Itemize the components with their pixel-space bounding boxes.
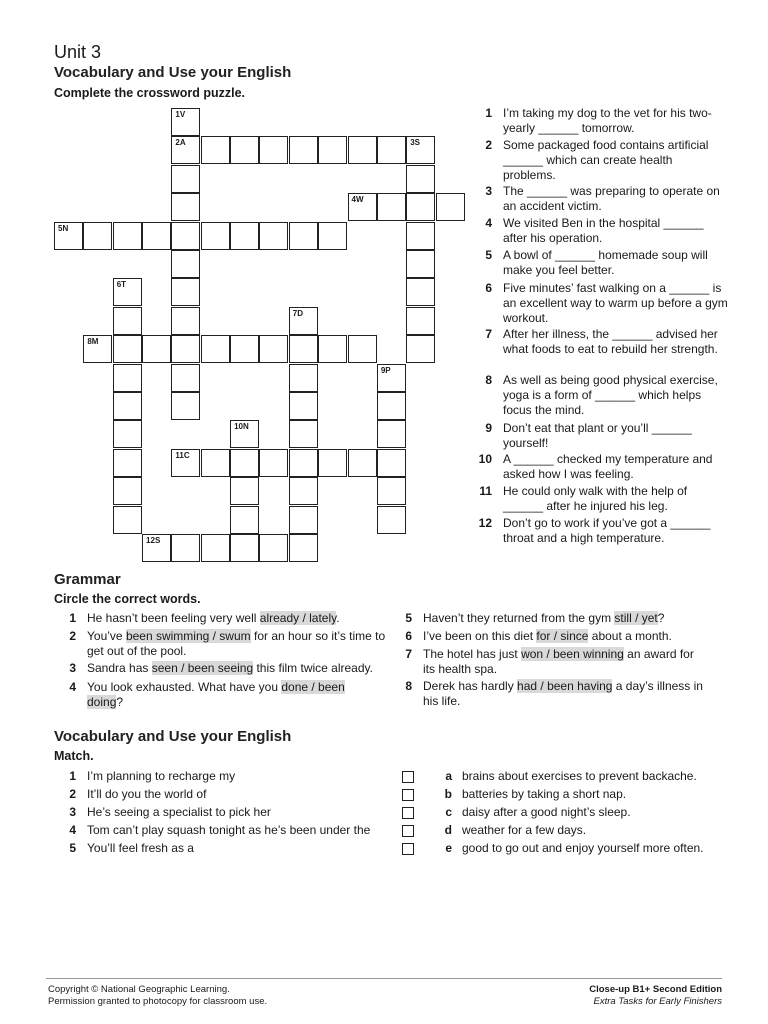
crossword-cell[interactable] [377,136,406,164]
crossword-cell[interactable] [201,449,230,477]
crossword-cell[interactable] [289,364,318,392]
match-right-text: good to go out and enjoy yourself more often. [462,841,704,855]
crossword-cell[interactable] [171,392,200,420]
crossword-cell[interactable] [142,534,171,562]
match-right-letter: d [444,823,452,837]
crossword-cell-label: 4W [351,195,364,205]
clue-number: 1 [485,106,492,120]
crossword-cell[interactable] [54,222,83,250]
crossword-cell[interactable] [289,222,318,250]
grammar-instruction: Circle the correct words. [54,592,201,606]
grammar-choice[interactable]: had / been having [517,679,613,693]
clue-text: A ______ checked my temperature and asked how I was feeling. [503,452,713,481]
crossword-cell-label: 5N [58,223,69,233]
crossword-cell[interactable] [318,335,347,363]
grammar-item-text: Derek has hardly had / been having a day’s illness in his life. [423,679,703,708]
grammar-item-text: Haven’t they returned from the gym still / yet? [423,611,665,625]
match-item-text: You’ll feel fresh as a [87,841,194,855]
grammar-item-text: You look exhausted. What have you done / been doing? [87,680,345,709]
crossword-cell-label: 6T [116,280,127,290]
footer-book-title: Close-up B1+ Second Edition [589,984,722,995]
grammar-item-number: 3 [69,661,76,675]
crossword-cell[interactable] [113,278,142,306]
crossword-cell-label: 11C [175,450,190,460]
crossword-cell[interactable] [348,193,377,221]
clue-number: 10 [478,452,492,466]
crossword-cell[interactable] [171,250,200,278]
crossword-cell[interactable] [113,449,142,477]
crossword-cell[interactable] [171,222,200,250]
crossword-cell-label: 1V [175,110,186,119]
clue-number: 6 [485,281,492,295]
grammar-item-number: 7 [405,647,412,661]
crossword-cell[interactable] [377,449,406,477]
crossword-cell[interactable] [171,534,200,562]
crossword-cell[interactable] [406,335,435,363]
crossword-instruction: Complete the crossword puzzle. [54,86,246,100]
clue-number: 12 [478,516,492,530]
crossword-cell[interactable] [259,335,288,363]
clue-text: Some packaged food contains artificial ______ which can create health problems. [503,138,709,182]
grammar-choice[interactable]: for / since [536,629,589,643]
clue-text: He could only walk with the help of ______ after he injured his leg. [503,484,688,513]
grammar-choice[interactable]: won / been winning [521,647,624,661]
crossword-cell[interactable] [406,307,435,335]
crossword-cell[interactable] [377,392,406,420]
crossword-cell[interactable] [406,250,435,278]
crossword-cell-label: 8M [87,337,99,347]
match-item-number: 4 [69,823,76,837]
crossword-cell[interactable] [289,420,318,448]
crossword-cell[interactable] [201,136,230,164]
crossword-cell[interactable] [113,222,142,250]
crossword-cell[interactable] [406,222,435,250]
clue-text: Don’t go to work if you’ve got a ______ throat and a high temperature. [503,516,711,545]
grammar-choice[interactable]: been swimming / swum [125,629,251,643]
match-right-text: daisy after a good night’s sleep. [462,805,631,819]
match-item-number: 5 [69,841,76,855]
clue-text: Don’t eat that plant or you’ll ______ yourself! [503,421,692,450]
crossword-cell[interactable] [348,449,377,477]
clue-text: Five minutes’ fast walking on a ______ is an excellent way to warm up before a gym workout. [503,281,728,325]
crossword-cell-label: 12S [146,536,161,545]
match-item-number: 2 [69,787,76,801]
section-match-title: Vocabulary and Use your English [54,728,292,745]
grammar-item-number: 5 [405,611,412,625]
crossword-cell[interactable] [348,136,377,164]
footer-divider [46,978,722,979]
match-right-text: batteries by taking a short nap. [462,787,627,801]
grammar-item-number: 6 [405,629,412,643]
crossword-cell[interactable] [318,222,347,250]
crossword-cell[interactable] [406,278,435,306]
answer-checkbox[interactable] [402,825,414,837]
grammar-item-text: I’ve been on this diet for / since about a month. [423,629,672,643]
crossword-cell[interactable] [113,307,142,335]
match-right-letter: b [444,787,452,801]
grammar-item-number: 1 [69,611,76,625]
crossword-cell[interactable] [230,506,259,534]
crossword-cell[interactable] [436,193,465,221]
match-right-text: weather for a few days. [462,823,587,837]
grammar-item-number: 2 [69,629,76,643]
crossword-cell[interactable] [171,108,200,136]
answer-checkbox[interactable] [402,789,414,801]
crossword-cell[interactable] [230,420,259,448]
crossword-cell[interactable] [259,136,288,164]
crossword-cell[interactable] [171,165,200,193]
clue-number: 3 [485,184,492,198]
crossword-cell[interactable] [171,307,200,335]
crossword-cell[interactable] [171,364,200,392]
crossword-cell[interactable] [113,477,142,505]
crossword-cell-label: 9P [380,365,391,375]
clue-number: 2 [485,138,492,152]
crossword-cell[interactable] [406,165,435,193]
answer-checkbox[interactable] [402,843,414,855]
crossword-cell[interactable] [289,534,318,562]
crossword-cell[interactable] [259,534,288,562]
crossword-cell[interactable] [289,392,318,420]
answer-checkbox[interactable] [402,807,414,819]
match-item-number: 3 [69,805,76,819]
footer-book-subtitle: Extra Tasks for Early Finishers [593,996,722,1007]
grammar-item-number: 8 [405,679,412,693]
clue-text: After her illness, the ______ advised her what foods to eat to rebuild her strength. [503,327,718,356]
grammar-choice[interactable]: still / yet [614,611,658,625]
match-item-text: I’m planning to recharge my [87,769,236,783]
crossword-cell[interactable] [113,335,142,363]
crossword-cell[interactable] [201,222,230,250]
crossword-cell[interactable] [259,222,288,250]
crossword-cell[interactable] [377,506,406,534]
match-instruction: Match. [54,749,94,763]
section-vocabulary-title: Vocabulary and Use your English [54,64,292,81]
crossword-cell[interactable] [171,449,200,477]
crossword-cell[interactable] [377,193,406,221]
match-right-letter: c [445,805,452,819]
clue-number: 8 [485,373,492,387]
crossword-cell[interactable] [171,335,200,363]
crossword-cell[interactable] [142,222,171,250]
grammar-item-text: You’ve been swimming / swum for an hour so it’s time to get out of the pool. [87,629,386,658]
crossword-cell[interactable] [113,364,142,392]
clue-number: 4 [485,216,492,230]
crossword-cell[interactable] [83,222,112,250]
clue-number: 11 [479,484,492,498]
clue-number: 5 [485,248,492,262]
crossword-cell[interactable] [201,335,230,363]
crossword-cell[interactable] [171,193,200,221]
crossword-cell[interactable] [377,364,406,392]
crossword-cell[interactable] [289,136,318,164]
grammar-item-number: 4 [69,680,76,694]
crossword-cell[interactable] [113,506,142,534]
grammar-item-text: He hasn’t been feeling very well already / lately. [87,611,340,625]
clue-text: We visited Ben in the hospital ______ after his operation. [503,216,704,245]
clue-text: The ______ was preparing to operate on an accident victim. [503,184,720,213]
grammar-item-text: Sandra has seen / been seeing this film twice already. [87,661,373,675]
crossword-cell[interactable] [171,136,200,164]
section-grammar-title: Grammar [54,571,121,588]
crossword-cell[interactable] [230,335,259,363]
crossword-cell[interactable] [230,222,259,250]
crossword-cell[interactable] [289,449,318,477]
crossword-cell[interactable] [289,477,318,505]
crossword-cell-label: 2A [175,138,186,148]
crossword-cell[interactable] [171,278,200,306]
match-right-letter: e [445,841,452,855]
crossword-cell[interactable] [230,136,259,164]
crossword-cell[interactable] [230,477,259,505]
crossword-cell[interactable] [113,392,142,420]
crossword-cell[interactable] [230,449,259,477]
crossword-cell[interactable] [201,534,230,562]
match-item-text: Tom can’t play squash tonight as he’s been under the [87,823,371,837]
crossword-cell[interactable] [318,449,347,477]
crossword-cell[interactable] [377,477,406,505]
crossword-cell[interactable] [377,420,406,448]
match-right-text: brains about exercises to prevent backache. [462,769,697,783]
crossword-cell[interactable] [83,335,112,363]
crossword-cell[interactable] [142,335,171,363]
match-item-number: 1 [69,769,76,783]
crossword-cell[interactable] [230,534,259,562]
grammar-choice[interactable]: seen / been seeing [151,661,254,675]
crossword-cell[interactable] [406,136,435,164]
crossword-cell[interactable] [406,193,435,221]
clue-number: 9 [485,421,492,435]
grammar-choice[interactable]: done / been doing [87,680,345,709]
clue-number: 7 [485,327,492,341]
answer-checkbox[interactable] [402,771,414,783]
crossword-cell[interactable] [259,449,288,477]
match-item-text: He’s seeing a specialist to pick her [87,805,271,819]
crossword-cell-label: 3S [410,138,420,148]
unit-title: Unit 3 [54,42,102,62]
crossword-cell-label: 10N [234,422,249,432]
footer-permission: Permission granted to photocopy for classroom use. [48,996,268,1007]
crossword-cell[interactable] [289,506,318,534]
crossword-cell[interactable] [113,420,142,448]
grammar-choice[interactable]: already / lately [259,611,337,625]
crossword-cell[interactable] [289,307,318,335]
crossword-cell[interactable] [348,335,377,363]
footer-copyright: Copyright © National Geographic Learning. [48,984,230,995]
clue-text: As well as being good physical exercise, yoga is a form of ______ which helps focus the mind. [503,373,718,417]
crossword-cell[interactable] [318,136,347,164]
match-item-text: It’ll do you the world of [87,787,207,801]
clue-text: A bowl of ______ homemade soup will make you feel better. [503,248,708,277]
clue-text: I’m taking my dog to the vet for his two-yearly ______ tomorrow. [503,106,712,135]
grammar-item-text: The hotel has just won / been winning an award for its health spa. [423,647,694,676]
crossword-cell-label: 7D [292,308,304,318]
match-right-letter: a [445,769,452,783]
crossword-cell[interactable] [289,335,318,363]
